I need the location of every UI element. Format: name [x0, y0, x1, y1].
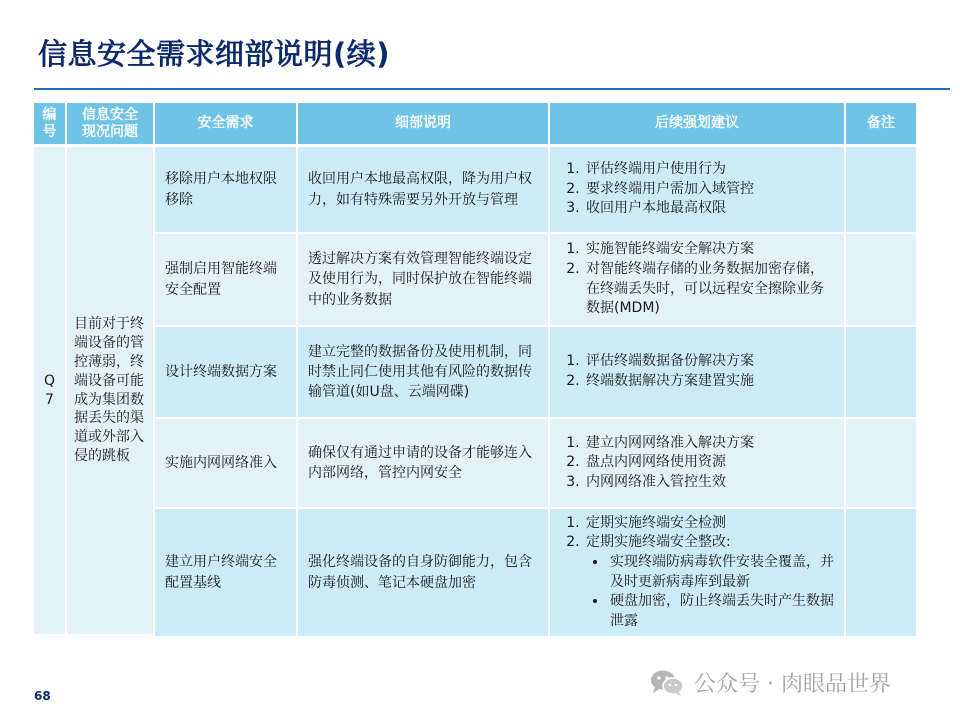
- header-index: 编号: [34, 103, 67, 144]
- page-title: 信息安全需求细部说明(续): [38, 37, 391, 71]
- list-item: 3. 内网网络准入管控生效: [584, 473, 836, 493]
- header-suggestion: 后续强划建议: [550, 103, 846, 144]
- sub-bullet-item: • 实现终端防病毒软件安装全覆盖，并及时更新病毒库到最新: [608, 553, 836, 592]
- header-note: 备注: [846, 103, 916, 144]
- wechat-icon: [650, 669, 684, 697]
- list-item: 1. 评估终端用户使用行为: [584, 160, 836, 180]
- header-detail: 细部说明: [298, 103, 550, 144]
- table-row-3-requirement: 设计终端数据方案: [155, 327, 298, 419]
- table-row-5-note: [846, 509, 916, 636]
- suggestion-list: [560, 352, 836, 391]
- sub-bullet-item: • 硬盘加密，防止终端丢失时产生数据泄露: [608, 592, 836, 631]
- list-item: [584, 533, 836, 631]
- table-row-1-detail: 收回用户本地最高权限，降为用户权力，如有特殊需要另外开放与管理: [298, 147, 550, 234]
- table-row-5-suggestion: [550, 509, 846, 636]
- requirements-table: [34, 103, 916, 636]
- list-item: 2. 对智能终端存储的业务数据加密存储，在终端丢失时，可以远程安全擦除业务数据(MDM): [584, 260, 836, 319]
- row-index: [34, 147, 67, 636]
- table-row-3-suggestion: [550, 327, 846, 419]
- list-item: 2. 要求终端用户需加入域管控: [584, 180, 836, 200]
- title-divider: [34, 88, 950, 90]
- suggestion-list: [560, 514, 836, 632]
- list-item: 2. 盘点内网网络使用资源: [584, 453, 836, 473]
- suggestion-list: [560, 240, 836, 318]
- list-item: 1. 评估终端数据备份解决方案: [584, 352, 836, 372]
- table-row-4-detail: 确保仅有通过申请的设备才能够连入内部网络，管控内网安全: [298, 419, 550, 509]
- suggestion-list: [560, 160, 836, 219]
- table-row-1-note: [846, 147, 916, 234]
- index-value: Q7: [43, 372, 56, 408]
- table-row-1-suggestion: [550, 147, 846, 234]
- list-item: 2. 终端数据解决方案建置实施: [584, 372, 836, 392]
- issue-value: 目前对于终端设备的管控薄弱，终端设备可能成为集团数据丢失的渠道或外部入侵的跳板: [74, 315, 144, 465]
- table-row-2-requirement: 强制启用智能终端安全配置: [155, 234, 298, 327]
- table-row-2-note: [846, 234, 916, 327]
- table-row-2-detail: 透过解决方案有效管理智能终端设定及使用行为，同时保护放在智能终端中的业务数据: [298, 234, 550, 327]
- table-row-5-detail: 强化终端设备的自身防御能力，包含防毒侦测、笔记本硬盘加密: [298, 509, 550, 636]
- header-requirement: 安全需求: [155, 103, 298, 144]
- list-item: 1. 建立内网网络准入解决方案: [584, 434, 836, 454]
- suggestion-list: [560, 434, 836, 493]
- table-row-4-note: [846, 419, 916, 509]
- list-item: 1. 实施智能终端安全解决方案: [584, 240, 836, 260]
- page-number: 68: [34, 689, 51, 703]
- list-item: 3. 收回用户本地最高权限: [584, 199, 836, 219]
- table-row-3-note: [846, 327, 916, 419]
- header-issue: 信息安全现况问题: [67, 103, 155, 144]
- table-row-3-detail: 建立完整的数据备份及使用机制，同时禁止同仁使用其他有风险的数据传输管道(如U盘、云端网碟): [298, 327, 550, 419]
- watermark: [650, 667, 891, 698]
- table-row-5-requirement: 建立用户终端安全配置基线: [155, 509, 298, 636]
- table-row-2-suggestion: [550, 234, 846, 327]
- watermark-text: 公众号 · 肉眼品世界: [694, 672, 891, 697]
- row-issue: [67, 147, 155, 636]
- table-row-4-requirement: 实施内网网络准入: [155, 419, 298, 509]
- list-item: 1. 定期实施终端安全检测: [584, 514, 836, 534]
- list-item-text: 定期实施终端安全整改:: [586, 534, 731, 551]
- sub-bullet-list: [586, 553, 836, 631]
- table-row-4-suggestion: [550, 419, 846, 509]
- table-row-1-requirement: 移除用户本地权限移除: [155, 147, 298, 234]
